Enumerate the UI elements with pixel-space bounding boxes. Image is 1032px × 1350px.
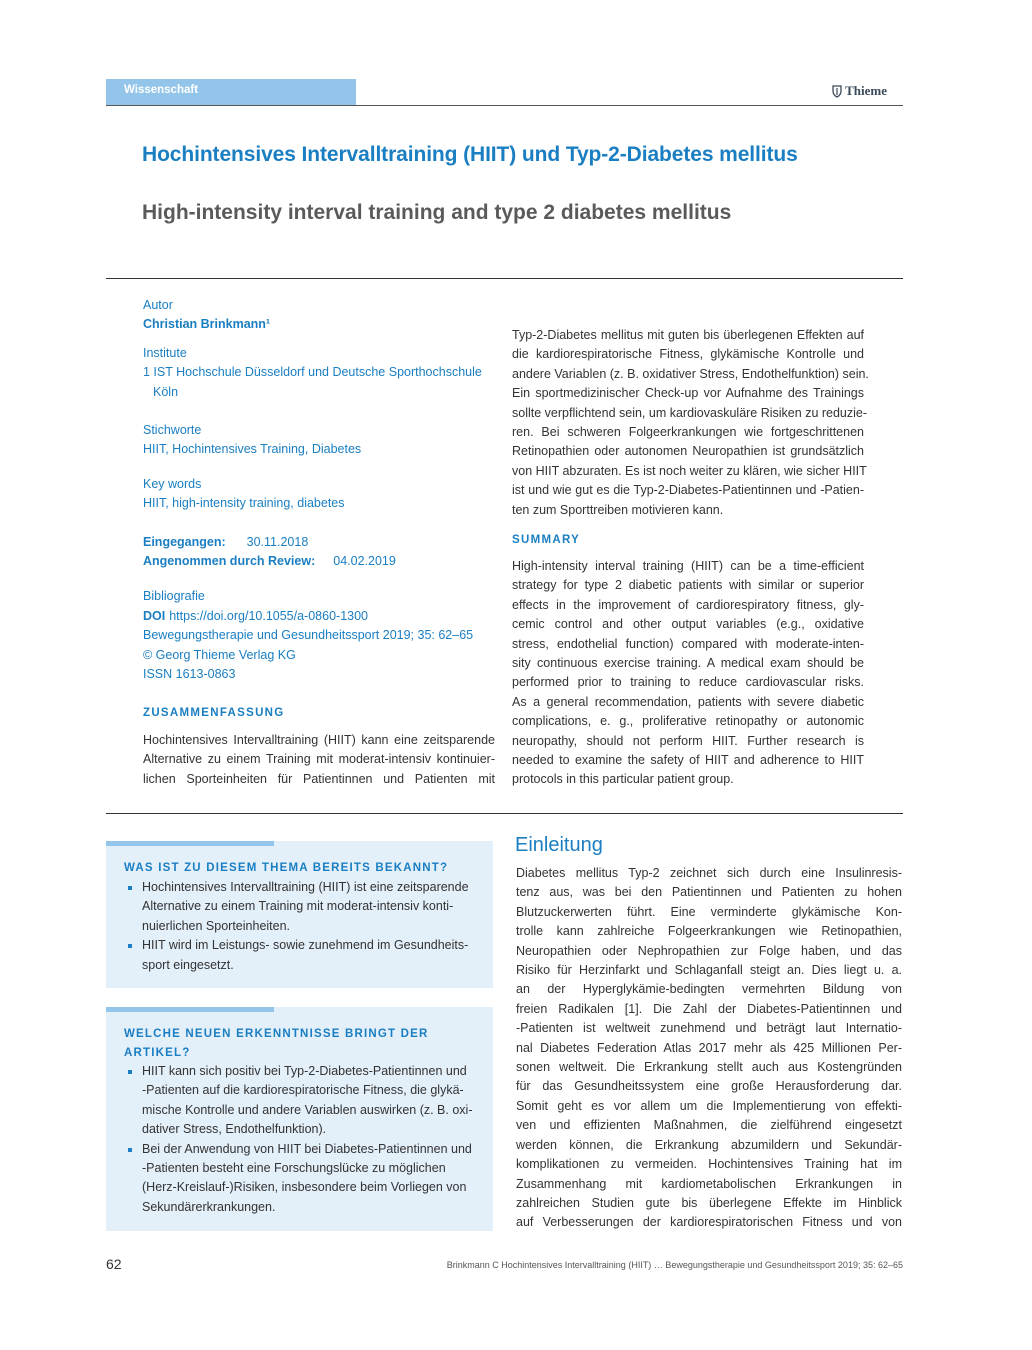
bullet-icon	[128, 1148, 132, 1152]
bullet-icon	[128, 944, 132, 948]
accepted-date: 04.02.2019	[333, 554, 396, 569]
text-line: Typ-2-Diabetes mellitus mit guten bis überlegenen Effekten auf	[512, 328, 864, 342]
list-item: Bei der Anwendung von HIIT bei Diabetes-Patientinnen und -Patienten besteht eine Forschungslücke zu möglichen (Herz-Kreislauf-)Risiken, insbesondere beim Vorliegen von Sekundärerkrankungen.	[124, 1140, 473, 1218]
doi-link[interactable]: https://doi.org/10.1055/a-0860-1300	[169, 608, 368, 623]
thieme-emblem-icon	[832, 85, 842, 98]
institute-line1: 1 IST Hochschule Düsseldorf und Deutsche Sporthochschule	[143, 365, 482, 380]
text-line: auf Verbesserungen der kardiorespiratorischen Fitness und von	[516, 1215, 902, 1230]
text-line: Diabetes mellitus Typ-2 zeichnet sich durch eine Insulinresis-	[516, 866, 902, 880]
publisher-logo	[832, 83, 887, 99]
accepted-row	[143, 552, 495, 571]
text-line: nal Diabetes Federation Atlas 2017 mehr als 425 Millionen Per-	[516, 1040, 902, 1055]
title-divider	[106, 278, 903, 279]
zusammenfassung-heading: ZUSAMMENFASSUNG	[143, 707, 285, 719]
list-item: HIIT wird im Leistungs- sowie zunehmend im Gesundheits- sport eingesetzt.	[124, 936, 469, 975]
text-line: ist und wie gut es die Typ-2-Diabetes-Patientinnen und -Patien-	[512, 483, 864, 498]
list-item: HIIT kann sich positiv bei Typ-2-Diabetes-Patientinnen und -Patienten auf die kardiorespiratorische Fitness, die glykä- mische Kontrolle und andere Variablen auswirken (z. B. oxi- dativer Stress, Endothelfunktion).	[124, 1062, 473, 1140]
author-name: Christian Brinkmann¹	[143, 317, 271, 332]
text-line: andere Variablen (z. B. oxidativer Stress, Endothelfunktion) sein.	[512, 366, 869, 381]
box-accent-bar	[106, 1007, 274, 1012]
text-line: die kardiorespiratorische Fitness, glykämische Kontrolle und	[512, 347, 864, 362]
text-line: strategy for type 2 diabetic patients with similar or superior	[512, 578, 864, 593]
text-line: neuropathy, should not perform HIIT. Further research is	[512, 733, 864, 748]
received-label: Eingegangen:	[143, 534, 226, 549]
box-heading: WAS IST ZU DIESEM THEMA BEREITS BEKANNT?	[124, 862, 449, 874]
box-accent-bar	[106, 841, 274, 846]
text-line: freien Radikalen [1]. Die Zahl der Diabetes-Patientinnen und	[516, 1001, 902, 1016]
keywords-label: Key words	[143, 476, 202, 491]
einleitung-heading: Einleitung	[515, 834, 603, 856]
stichworte-label: Stichworte	[143, 423, 202, 438]
text-line: -Patienten ist weltweit zunehmend und beträgt laut Internatio-	[516, 1021, 902, 1036]
institute-label: Institute	[143, 345, 187, 360]
text-line: Retinopathien oder autonomen Neuropathien ist grundsätzlich	[512, 444, 864, 459]
zusammenfassung-continuation	[512, 326, 869, 520]
box-list	[124, 878, 469, 975]
copyright-line: © Georg Thieme Verlag KG	[143, 647, 296, 662]
title-german: Hochintensives Intervalltraining (HIIT) und Typ-2-Diabetes mellitus	[142, 143, 798, 166]
text-line: performed prior to training to reduce cardiovascular risks.	[512, 675, 864, 690]
summary-heading: SUMMARY	[512, 534, 581, 546]
section-label: Wissenschaft	[124, 84, 199, 96]
publisher-name: Thieme	[845, 83, 887, 98]
text-line: komplikationen zu vermeiden. Hochintensives Training hat im	[516, 1157, 902, 1172]
text-line: High-intensity interval training (HIIT) can be a time-efficient	[512, 559, 864, 573]
text-line: tenz aus, was bei den Patientinnen und Patienten zu hohen	[516, 885, 902, 900]
text-line: für das Gesundheitssystem eine große Herausforderung dar.	[516, 1079, 902, 1094]
keywords-value: HIIT, high-intensity training, diabetes	[143, 496, 345, 511]
text-line: Risiko für Herzinfarkt und Schlaganfall steigt an. Dies liegt u. a.	[516, 963, 902, 978]
author-label: Autor	[143, 298, 173, 312]
text-line: Somit geht es vor allem um die Implementierung von effekti-	[516, 1098, 902, 1113]
header-rule	[106, 105, 903, 106]
issn-line: ISSN 1613-0863	[143, 667, 236, 682]
received-date: 30.11.2018	[246, 534, 309, 549]
text-line: sollte verpflichtend sein, um kardiovaskuläre Risiken zu reduzie-	[512, 405, 868, 420]
text-line: Blutzuckerwerten führt. Eine verminderte glykämische Kon-	[516, 904, 902, 919]
text-line: an der Hyperglykämie-bedingten vermehrten Bildung von	[516, 982, 902, 997]
box-heading: WELCHE NEUEN ERKENNTNISSE BRINGT DER ARTIKEL?	[124, 1028, 429, 1059]
doi-row	[143, 607, 495, 626]
text-line: Ein sportmedizinischer Check-up vor Aufnahme des Trainings	[512, 386, 864, 401]
page-number: 62	[106, 1256, 122, 1272]
text-line: lichen Sporteinheiten für Patientinnen und Patienten mit	[143, 771, 495, 786]
accepted-label: Angenommen durch Review:	[143, 554, 316, 569]
text-line: As a general recommendation, patients with severe diabetic	[512, 694, 864, 709]
text-line: Neuropathien oder Nephropathien zur Folge haben, und das	[516, 943, 902, 958]
section-tab	[106, 79, 356, 106]
text-line: sonen weltweit. Die Erkrankung stellt auch aus Kostengründen	[516, 1060, 902, 1075]
box-list	[124, 1062, 473, 1217]
text-line: stress, endothelial function) compared with moderate-inten-	[512, 636, 864, 651]
summary-text	[512, 557, 864, 790]
zusammenfassung-text	[143, 731, 495, 789]
text-line: complications, e. g., proliferative retinopathy or autonomic	[512, 714, 864, 729]
text-line: Hochintensives Intervalltraining (HIIT) kann eine zeitsparende	[143, 733, 495, 747]
text-line: ven und effizienten Maßnahmen, die zielführend eingesetzt	[516, 1118, 902, 1133]
footer-citation: Brinkmann C Hochintensives Intervalltraining (HIIT) … Bewegungstherapie und Gesundheitssport 2019; 35: 62–65	[446, 1260, 903, 1270]
bullet-icon	[128, 1070, 132, 1074]
text-line: trolle kann zahlreiche Folgeerkrankungen wie Retinopathien,	[516, 924, 902, 939]
list-item: Hochintensives Intervalltraining (HIIT) ist eine zeitsparende Alternative zu einem Training mit moderat-intensiv konti- nuierlichen Sporteinheiten.	[124, 878, 469, 936]
info-box-new-findings	[106, 1007, 493, 1231]
text-line: zahlreichen Studien gute bis überlegene Effekte im Hinblick	[516, 1195, 902, 1210]
journal-reference: Bewegungstherapie und Gesundheitssport 2019; 35: 62–65	[143, 628, 474, 643]
doi-label: DOI	[143, 608, 166, 623]
text-line: ten zum Sporttreiben motivieren kann.	[512, 502, 724, 517]
bullet-icon	[128, 886, 132, 890]
stichworte-value: HIIT, Hochintensives Training, Diabetes	[143, 442, 362, 457]
text-line: needed to examine the safety of HIIT and adherence to HIIT	[512, 753, 864, 768]
text-line: Alternative zu einem Training mit moderat-intensiv kontinuier-	[143, 752, 495, 767]
text-line: werden können, die Erkrankung abzumildern und Sekundär-	[516, 1137, 902, 1152]
text-line: effects in the improvement of cardiorespiratory fitness, gly-	[512, 597, 864, 612]
text-line: cemic control and other output variables (e.g., oxidative	[512, 617, 864, 632]
received-row	[143, 533, 495, 552]
institute-line2: Köln	[153, 384, 179, 399]
bibliografie-label: Bibliografie	[143, 589, 205, 604]
abstract-divider	[106, 813, 903, 814]
info-box-known	[106, 841, 493, 988]
text-line: Zusammenhang mit kardiometabolischen Erkrankungen in	[516, 1176, 902, 1191]
title-english: High-intensity interval training and type 2 diabetes mellitus	[142, 201, 732, 224]
text-line: ren. Bei schweren Folgeerkrankungen wie fortgeschrittenen	[512, 425, 864, 440]
article-metadata	[143, 296, 495, 685]
text-line: sity continuous exercise training. A medical exam should be	[512, 656, 864, 671]
text-line: protocols in this particular patient group.	[512, 772, 734, 787]
text-line: von HIIT abzuraten. Es ist noch weiter zu klären, wie sicher HIIT	[512, 463, 867, 478]
einleitung-text	[516, 864, 902, 1233]
